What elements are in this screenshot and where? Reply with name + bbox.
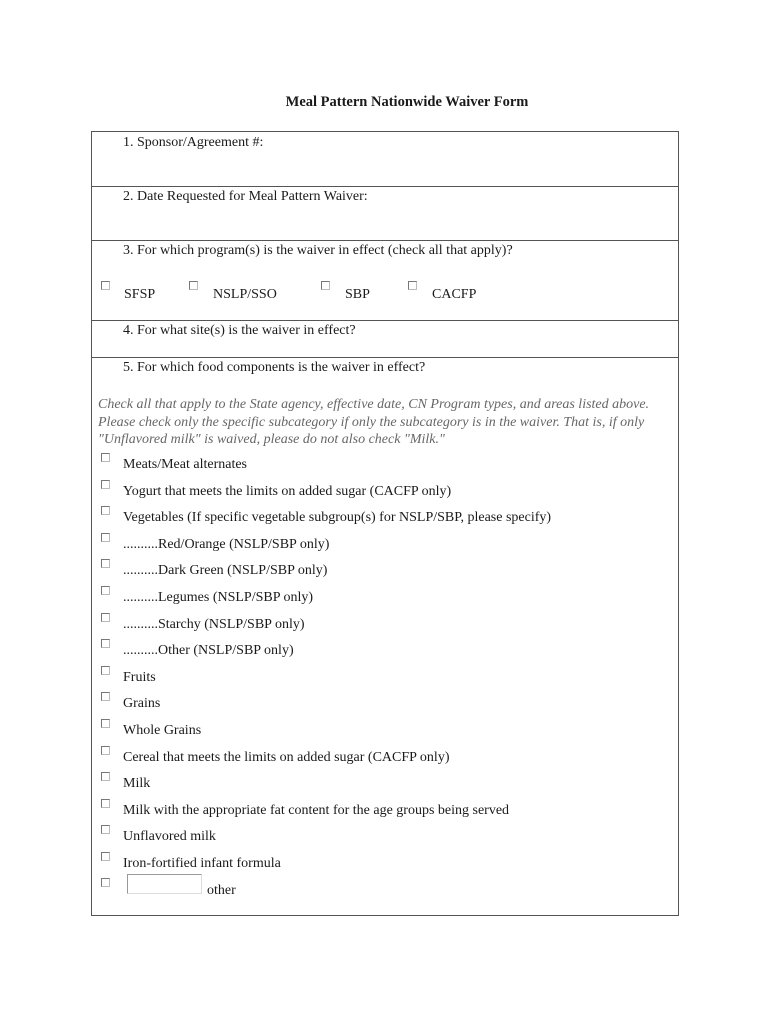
component-checkbox[interactable] (101, 825, 110, 834)
component-label: Grains (123, 696, 161, 712)
divider (92, 357, 678, 358)
component-checkbox[interactable] (101, 533, 110, 542)
checkbox-sbp[interactable] (321, 281, 330, 290)
divider (92, 320, 678, 321)
component-label: Milk with the appropriate fat content for the age groups being served (123, 802, 510, 818)
form-title: Meal Pattern Nationwide Waiver Form (285, 94, 529, 110)
component-label: Vegetables (If specific vegetable subgroup(s) for NSLP/SBP, please specify) (123, 510, 552, 526)
question-sites: 4. For what site(s) is the waiver in effect? (123, 323, 356, 338)
question-food-components: 5. For which food components is the waiver in effect? (123, 360, 426, 375)
component-label: ..........Other (NSLP/SBP only) (123, 643, 294, 659)
question-programs: 3. For which program(s) is the waiver in effect (check all that apply)? (123, 243, 513, 258)
component-checkbox[interactable] (101, 666, 110, 675)
component-checkbox[interactable] (101, 639, 110, 648)
checkbox-nslp-sso[interactable] (189, 281, 198, 290)
program-label-nslp-sso: NSLP/SSO (213, 287, 277, 302)
question-sponsor-agreement: 1. Sponsor/Agreement #: (123, 135, 264, 150)
waiver-form (91, 131, 679, 916)
component-label: Meats/Meat alternates (123, 457, 248, 472)
component-label: Unflavored milk (123, 829, 216, 845)
component-label: ..........Red/Orange (NSLP/SBP only) (123, 536, 330, 552)
component-checkbox[interactable] (101, 453, 110, 462)
component-label: Milk (123, 776, 151, 792)
component-checkbox[interactable] (101, 692, 110, 701)
component-checkbox[interactable] (101, 772, 110, 781)
checkbox-cacfp[interactable] (408, 281, 417, 290)
component-label: ..........Legumes (NSLP/SBP only) (123, 590, 314, 605)
program-label-sbp: SBP (345, 287, 370, 302)
other-input[interactable] (127, 874, 202, 894)
checkbox-other[interactable] (101, 878, 110, 887)
other-label: other (207, 883, 236, 898)
component-checkbox[interactable] (101, 613, 110, 622)
component-checkbox[interactable] (101, 559, 110, 568)
component-checkbox[interactable] (101, 506, 110, 515)
component-checkbox[interactable] (101, 480, 110, 489)
component-checkbox[interactable] (101, 852, 110, 861)
component-label: ..........Dark Green (NSLP/SBP only) (123, 563, 328, 579)
program-label-cacfp: CACFP (432, 287, 477, 302)
divider (92, 186, 678, 187)
component-checkbox[interactable] (101, 719, 110, 728)
component-label: Fruits (123, 669, 156, 685)
component-checkbox[interactable] (101, 799, 110, 808)
component-checkbox[interactable] (101, 746, 110, 755)
checkbox-sfsp[interactable] (101, 281, 110, 290)
divider (92, 240, 678, 241)
instructions-text: Check all that apply to the State agency, effective date, CN Program types, and areas listed above. Please check only the specific subcategory if only the subcategory is in the waiver. That is, if only "Unflavored milk" is waived, please do not also check "Milk." (98, 397, 650, 447)
component-label: Whole Grains (123, 723, 202, 738)
component-label: Iron-fortified infant formula (123, 856, 281, 871)
component-label: ..........Starchy (NSLP/SBP only) (123, 616, 305, 632)
component-checkbox[interactable] (101, 586, 110, 595)
component-label: Yogurt that meets the limits on added sugar (CACFP only) (123, 483, 452, 499)
component-label: Cereal that meets the limits on added sugar (CACFP only) (123, 749, 450, 765)
program-label-sfsp: SFSP (124, 287, 156, 302)
question-date-requested: 2. Date Requested for Meal Pattern Waiver: (123, 189, 368, 204)
